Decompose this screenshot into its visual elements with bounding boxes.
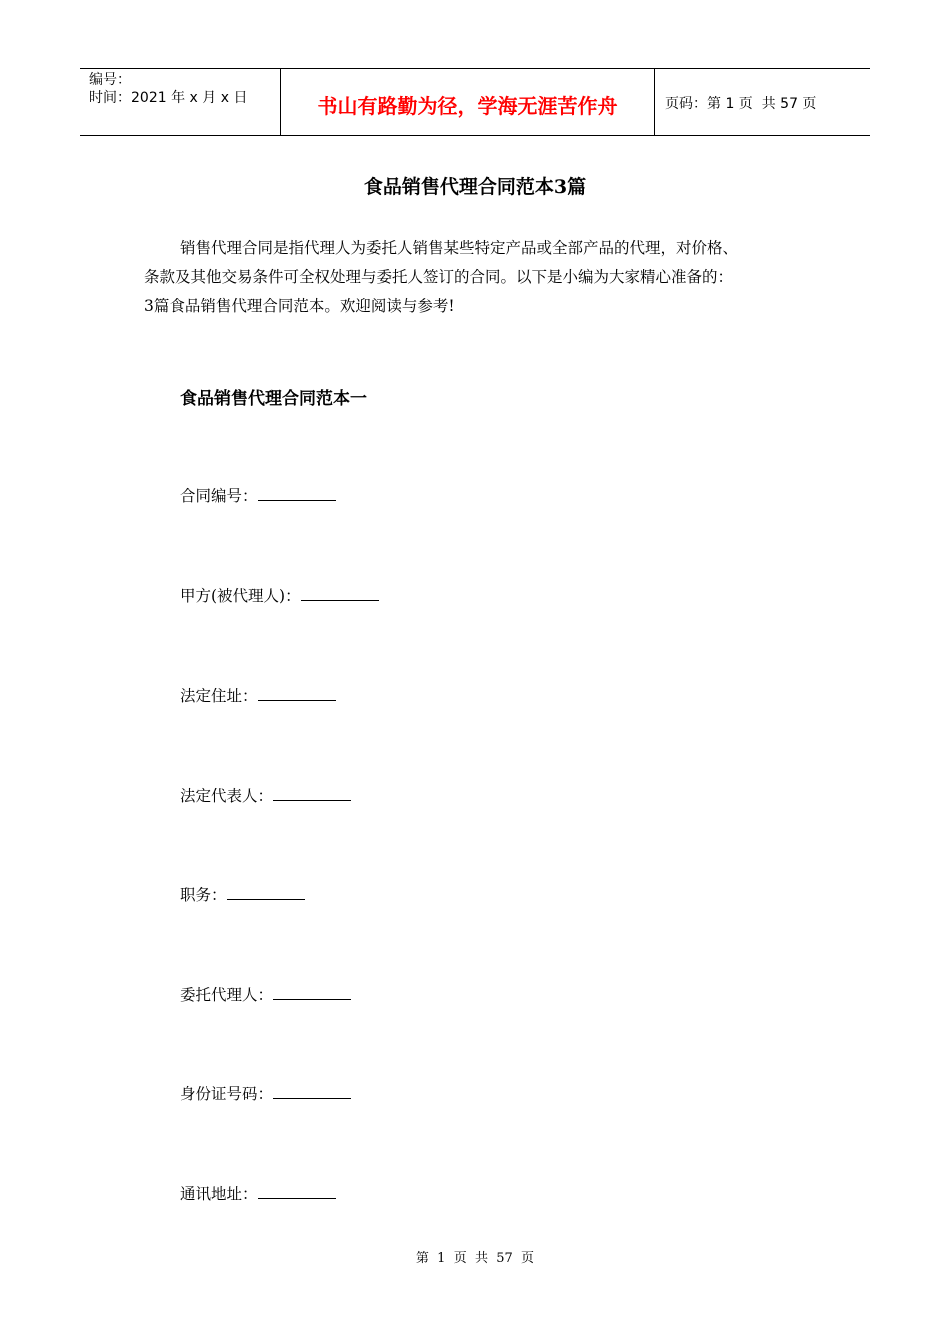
blank-line: [273, 985, 351, 1000]
field-mailing-address: [180, 1182, 336, 1204]
document-title: 食品销售代理合同范本3篇: [363, 176, 587, 198]
blank-line: [258, 1184, 336, 1199]
field-label: 身份证号码：: [180, 1085, 274, 1103]
blank-line: [273, 1084, 351, 1099]
header-page-cell: [655, 69, 870, 135]
field-authorized-agent: [180, 983, 351, 1005]
field-label: 甲方(被代理人)：: [180, 587, 301, 605]
blank-line: [258, 486, 336, 501]
field-label: 通讯地址：: [180, 1185, 258, 1203]
intro-line: 3篇食品销售代理合同范本。欢迎阅读与参考!: [144, 297, 455, 315]
intro-line: 销售代理合同是指代理人为委托人销售某些特定产品或全部产品的代理，对价格、: [180, 239, 739, 257]
page-footer: 第 1 页 共 57 页: [415, 1251, 535, 1266]
field-legal-representative: [180, 784, 351, 806]
page-info: 页码：第 1 页 共 57 页: [665, 96, 817, 112]
field-id-number: [180, 1082, 351, 1104]
motto-text: 书山有路勤为径，学海无涯苦作舟: [317, 93, 618, 118]
blank-line: [301, 586, 379, 601]
field-label: 法定住址：: [180, 687, 258, 705]
header-table: [80, 68, 870, 136]
field-label: 法定代表人：: [180, 787, 274, 805]
field-label: 职务：: [180, 886, 227, 904]
header-meta-cell: [80, 69, 281, 135]
blank-line: [227, 885, 305, 900]
intro-line: 条款及其他交易条件可全权处理与委托人签订的合同。以下是小编为大家精心准备的：: [144, 268, 734, 286]
field-contract-number: [180, 484, 336, 506]
blank-line: [258, 686, 336, 701]
field-label: 合同编号：: [180, 487, 258, 505]
intro-paragraph: [144, 234, 814, 321]
time-label: 时间：2021 年 x 月 x 日: [89, 90, 248, 106]
field-position: [180, 883, 305, 905]
header-motto-cell: [281, 69, 655, 135]
number-label: 编号：: [89, 72, 131, 88]
section-heading: 食品销售代理合同范本一: [180, 389, 367, 409]
field-legal-address: [180, 684, 336, 706]
field-party-a: [180, 584, 379, 606]
field-label: 委托代理人：: [180, 986, 274, 1004]
blank-line: [273, 786, 351, 801]
